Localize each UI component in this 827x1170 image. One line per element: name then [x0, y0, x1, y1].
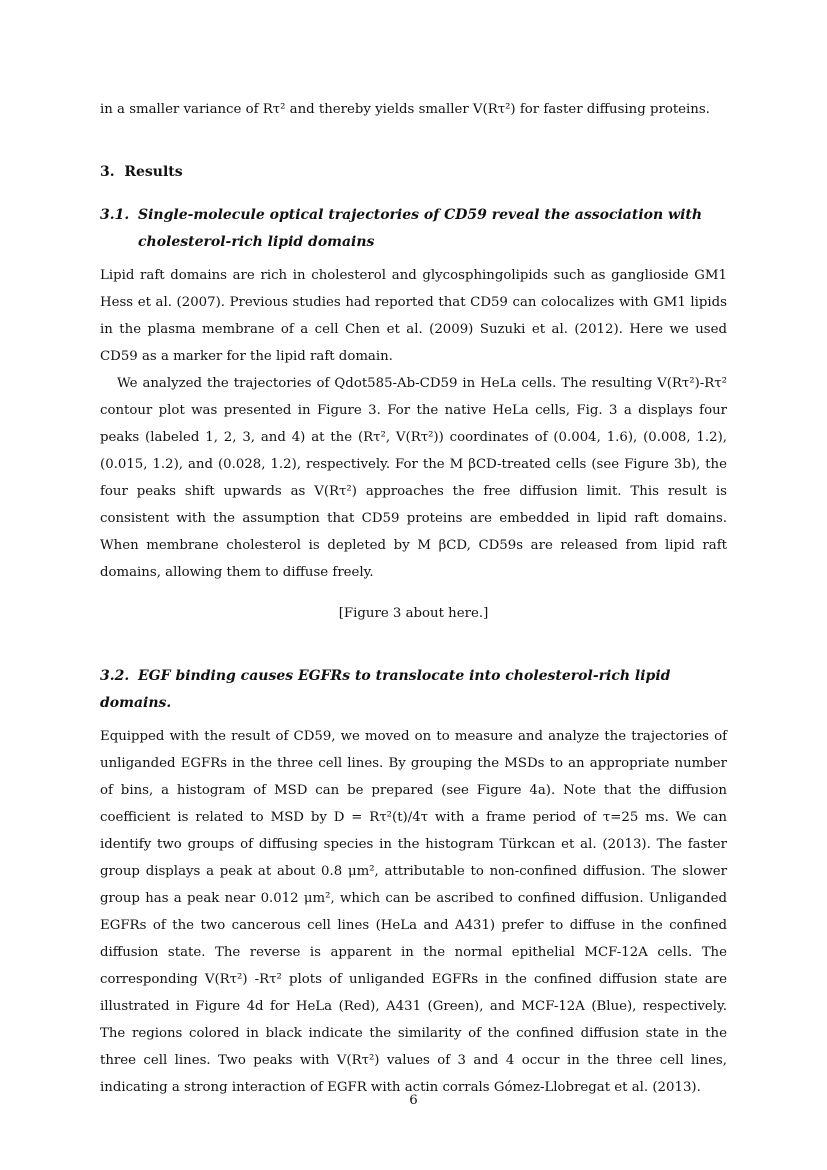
subsection-title-1-line2: cholesterol-rich lipid domains: [138, 234, 375, 250]
page-number: 6: [409, 1093, 418, 1108]
section-heading: [100, 159, 727, 186]
subsection-title-1-line1: Single-molecule optical trajectories of CD59 reveal the association with: [138, 207, 703, 223]
section-title: Results: [124, 164, 183, 180]
subsection-heading-2: [100, 663, 727, 717]
subsection-number-2: 3.2.: [100, 668, 130, 684]
section-number: 3.: [100, 164, 115, 180]
intro-line: in a smaller variance of Rτ² and thereby yields smaller V(Rτ²) for faster diffusing proteins.: [100, 102, 710, 117]
subsection-number-1: 3.1.: [100, 207, 130, 223]
page-body: [100, 96, 727, 1101]
paragraph-cd59-intro: Lipid raft domains are rich in cholesterol and glycosphingolipids such as ganglioside GM1 Hess et al. (2007). Previous studies had reported that CD59 can colocalizes with GM1 lipids in the plasma membrane of a cell Chen et al. (2009) Suzuki et al. (2012). Here we used CD59 as a marker for the lipid raft domain.: [100, 268, 727, 364]
subsection-title-2: EGF binding causes EGFRs to translocate into cholesterol-rich lipid domains.: [100, 668, 671, 711]
paragraph-cd59-results: We analyzed the trajectories of Qdot585-Ab-CD59 in HeLa cells. The resulting V(Rτ²)-Rτ² contour plot was presented in Figure 3. For the native HeLa cells, Fig. 3 a displays four peaks (labeled 1, 2, 3, and 4) at the (Rτ², V(Rτ²)) coordinates of (0.004, 1.6), (0.008, 1.2), (0.015, 1.2), and (0.028, 1.2), respectively. For the M βCD-treated cells (see Figure 3b), the four peaks shift upwards as V(Rτ²) approaches the free diffusion limit. This result is consistent with the assumption that CD59 proteins are embedded in lipid raft domains. When membrane cholesterol is depleted by M βCD, CD59s are released from lipid raft domains, allowing them to diffuse freely.: [100, 376, 727, 580]
paragraph-egfr: Equipped with the result of CD59, we moved on to measure and analyze the trajectories of unliganded EGFRs in the three cell lines. By grouping the MSDs to an appropriate number of bins, a histogram of MSD can be prepared (see Figure 4a). Note that the diffusion coefficient is related to MSD by D = Rτ²(t)/4τ with a frame period of τ=25 ms. We can identify two groups of diffusing species in the histogram Türkcan et al. (2013). The faster group displays a peak at about 0.8 μm², attributable to non-confined diffusion. The slower group has a peak near 0.012 μm², which can be ascribed to confined diffusion. Unliganded EGFRs of the two cancerous cell lines (HeLa and A431) prefer to diffuse in the confined diffusion state. The reverse is apparent in the normal epithelial MCF-12A cells. The corresponding V(Rτ²) -Rτ² plots of unliganded EGFRs in the confined diffusion state are illustrated in Figure 4d for HeLa (Red), A431 (Green), and MCF-12A (Blue), respectively. The regions colored in black indicate the similarity of the confined diffusion state in the three cell lines. Two peaks with V(Rτ²) values of 3 and 4 occur in the three cell lines, indicating a strong interaction of EGFR with actin corrals Gómez-Llobregat et al. (2013).: [100, 729, 727, 1095]
figure-placeholder: [Figure 3 about here.]: [338, 606, 489, 621]
subsection-heading-1: [100, 202, 727, 256]
